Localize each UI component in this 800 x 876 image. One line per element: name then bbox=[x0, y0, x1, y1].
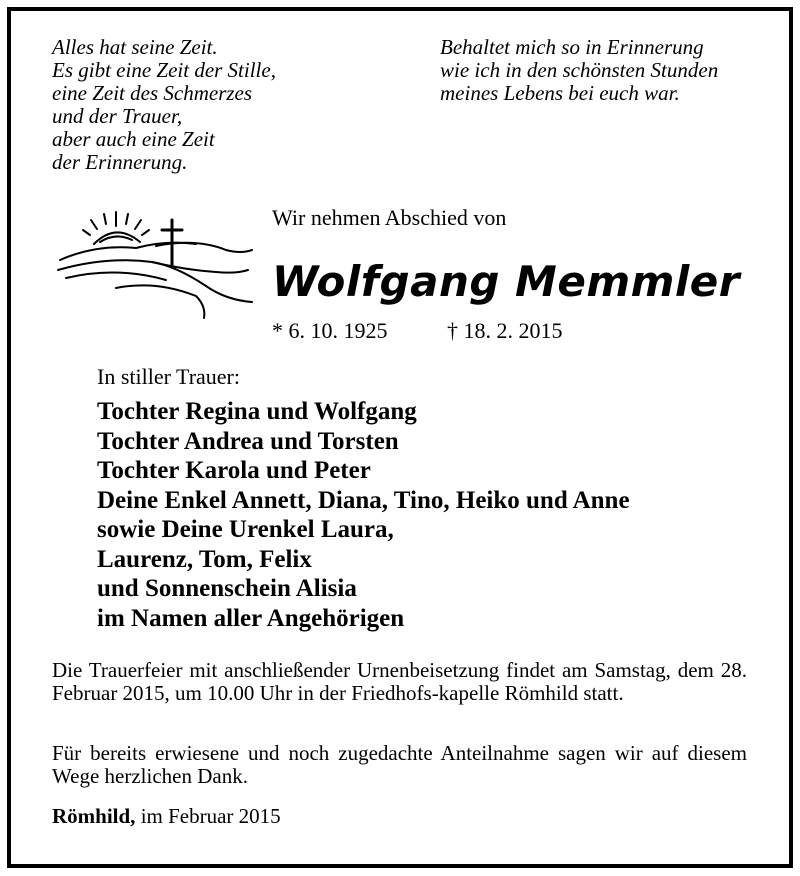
closing-line bbox=[52, 804, 281, 829]
life-dates bbox=[272, 318, 563, 344]
mourning-label: In stiller Trauer: bbox=[97, 364, 240, 389]
closing-place: Römhild, bbox=[52, 804, 136, 828]
mourner-line: Laurenz, Tom, Felix bbox=[97, 545, 312, 573]
poem-right: Behaltet mich so in Erinnerung wie ich in den schönsten Stunden meines Lebens bei euch war. bbox=[440, 35, 719, 105]
mourner-line: Deine Enkel Annett, Diana, Tino, Heiko und Anne bbox=[97, 486, 630, 514]
thanks-note: Für bereits erwiesene und noch zugedachte Anteilnahme sagen wir auf diesem Wege herzlichen Dank. bbox=[52, 741, 747, 788]
farewell-intro: Wir nehmen Abschied von bbox=[272, 205, 507, 230]
death-date: † 18. 2. 2015 bbox=[447, 318, 563, 343]
funeral-announcement: Die Trauerfeier mit anschließender Urnenbeisetzung findet am Samstag, dem 28. Februar 2015, um 10.00 Uhr in der Friedhofs-kapelle Römhild statt. bbox=[52, 658, 747, 705]
mourner-line: Tochter Regina und Wolfgang bbox=[97, 398, 417, 425]
mourner-line: im Namen aller Angehörigen bbox=[97, 604, 405, 632]
mourners-list bbox=[97, 397, 630, 633]
mourner-line: Tochter Andrea und Torsten bbox=[97, 427, 399, 455]
mourner-line: sowie Deine Urenkel Laura, bbox=[97, 516, 394, 543]
hills-sunrise-cross-icon bbox=[56, 210, 256, 320]
mourner-line: Tochter Karola und Peter bbox=[97, 457, 371, 484]
deceased-name: Wolfgang Memmler bbox=[272, 257, 740, 306]
mourner-line: und Sonnenschein Alisia bbox=[97, 575, 357, 602]
closing-date: im Februar 2015 bbox=[135, 804, 281, 828]
poem-left: Alles hat seine Zeit. Es gibt eine Zeit der Stille, eine Zeit des Schmerzes und der Trauer, aber auch eine Zeit der Erinnerung. bbox=[52, 35, 276, 174]
birth-date: * 6. 10. 1925 bbox=[272, 318, 388, 343]
